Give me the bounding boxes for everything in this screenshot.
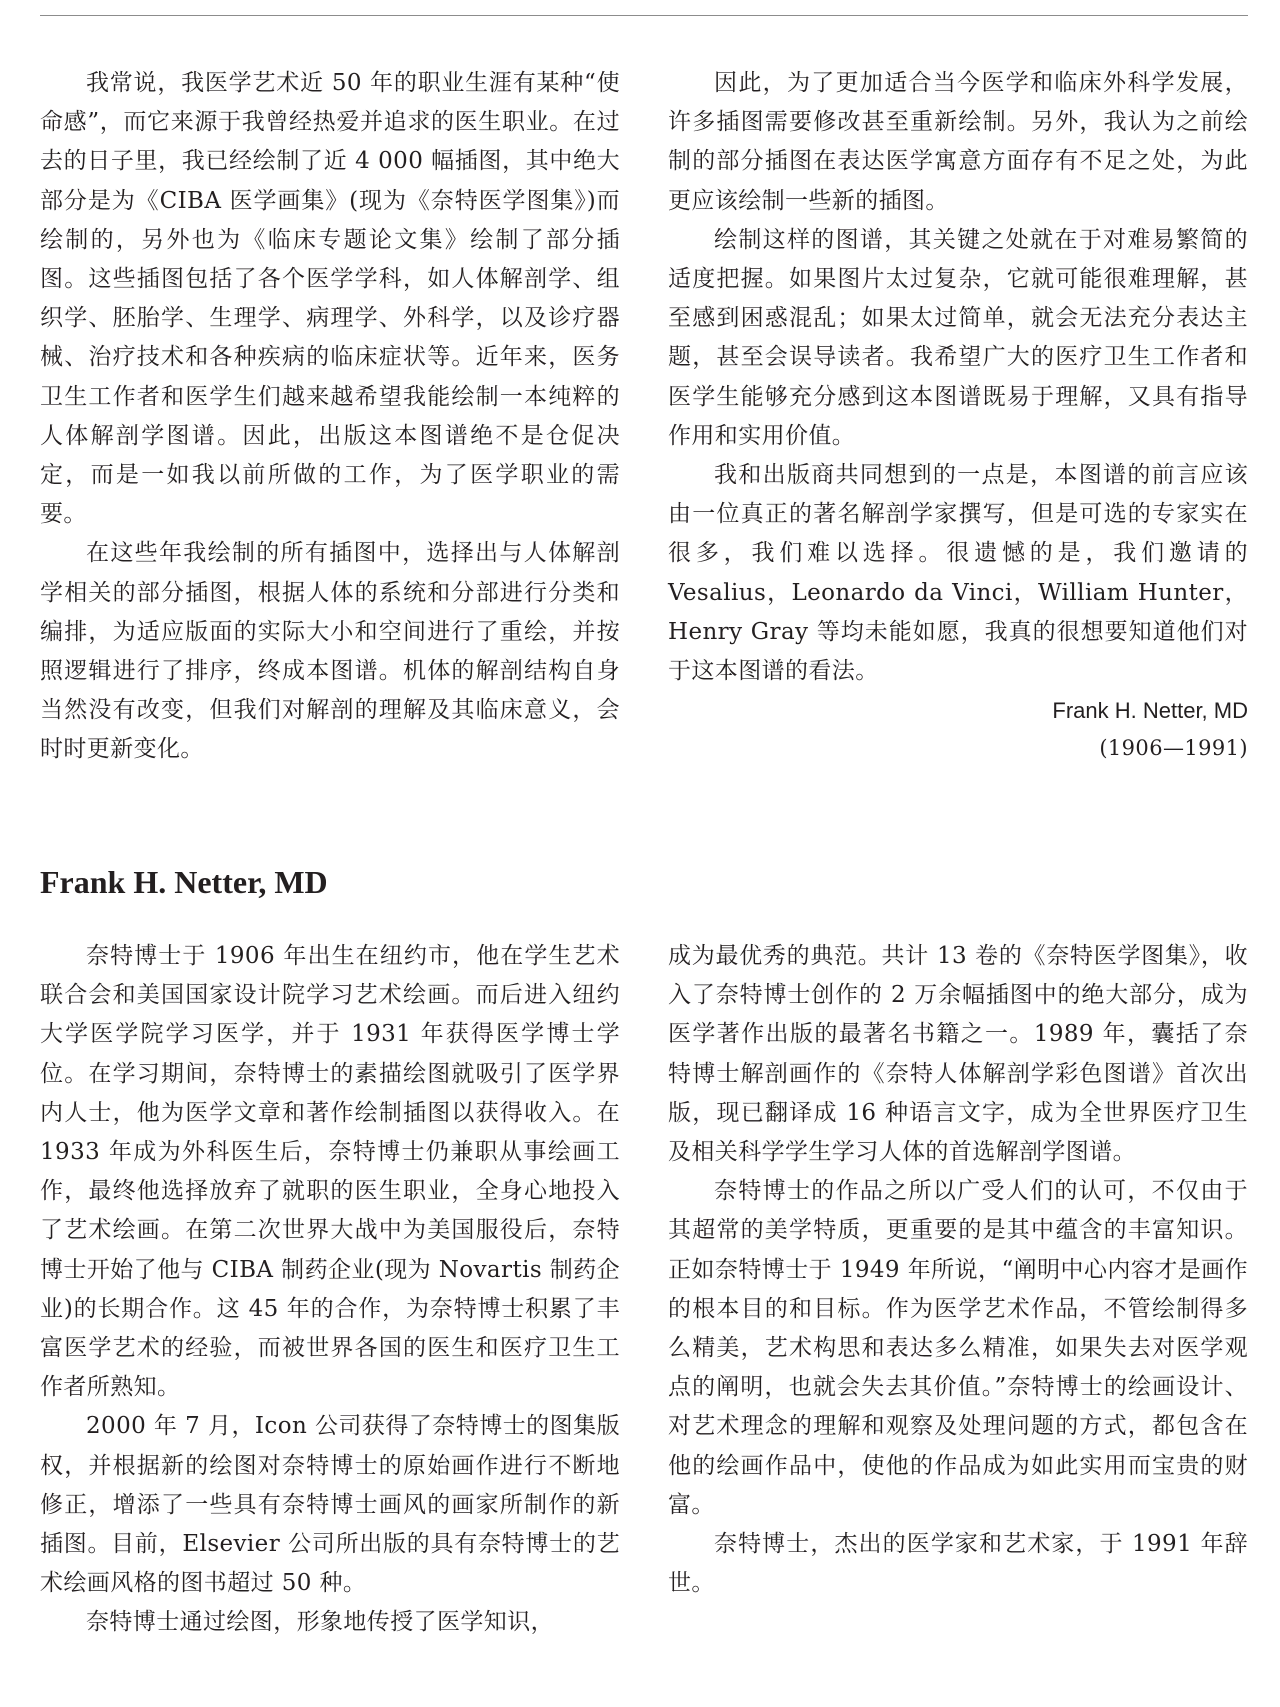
paragraph: 奈特博士通过绘图，形象地传授了医学知识， <box>86 1609 554 1636</box>
paragraph: 在这些年我绘制的所有插图中，选择出与人体解剖学相关的部分插图，根据人体的系统和分部进行分类和编排，为适应版面的实际大小和空间进行了重绘，并按照逻辑进行了排序，终成本图谱。机体的解剖结构自身当然没有改变，但我们对解剖的理解及其临床意义，会时时更新变化。 <box>40 540 620 763</box>
paragraph: 成为最优秀的典范。共计 13 卷的《奈特医学图集》，收入了奈特博士创作的 2 万余幅插图中的绝大部分，成为医学著作出版的最著名书籍之一。1989 年，囊括了奈特博士解剖画作的《奈特人体解剖学彩色图谱》首次出版，现已翻译成 16 种语言文字，成为全世界医疗卫生及相关科学学生学习人体的首选解剖学图谱。 <box>668 943 1248 1166</box>
paragraph: 奈特博士的作品之所以广受人们的认可，不仅由于其超常的美学特质，更重要的是其中蕴含的丰富知识。正如奈特博士于 1949 年所说，“阐明中心内容才是画作的根本目的和目标。作为医学艺术作品，不管绘制得多么精美，艺术构思和表达多么精准，如果失去对医学观点的阐明，也就会失去其价值。”奈特博士的绘画设计、对艺术理念的理解和观察及处理问题的方式，都包含在他的绘画作品中，使他的作品成为如此实用而宝贵的财富。 <box>668 1178 1248 1518</box>
paragraph: 我和出版商共同想到的一点是，本图谱的前言应该由一位真正的著名解剖学家撰写，但是可选的专家实在很多，我们难以选择。很遗憾的是，我们邀请的 Vesalius，Leonardo da Vinci，William Hunter，Henry Gray 等均未能如愿，我真的很想要知道他们对于这本图谱的看法。 <box>668 462 1248 685</box>
paragraph: 因此，为了更加适合当今医学和临床外科学发展，许多插图需要修改甚至重新绘制。另外，我认为之前绘制的部分插图在表达医学寓意方面存有不足之处，为此更应该绘制一些新的插图。 <box>668 70 1248 214</box>
preface-right-column <box>668 64 1248 765</box>
bio-left-column <box>40 937 620 1643</box>
preface-left-column <box>40 64 620 770</box>
paragraph: 奈特博士，杰出的医学家和艺术家，于 1991 年辞世。 <box>668 1531 1248 1597</box>
paragraph: 绘制这样的图谱，其关键之处就在于对难易繁简的适度把握。如果图片太过复杂，它就可能很难理解，甚至感到困惑混乱；如果太过简单，就会无法充分表达主题，甚至会误导读者。我希望广大的医疗卫生工作者和医学生能够充分感到这本图谱既易于理解，又具有指导作用和实用价值。 <box>668 226 1248 449</box>
paragraph: 2000 年 7 月，Icon 公司获得了奈特博士的图集版权，并根据新的绘图对奈特博士的原始画作进行不断地修正，增添了一些具有奈特博士画风的画家所制作的新插图。目前，Elsevier 公司所出版的具有奈特博士的艺术绘画风格的图书超过 50 种。 <box>40 1413 620 1597</box>
paragraph: 奈特博士于 1906 年出生在纽约市，他在学生艺术联合会和美国国家设计院学习艺术绘画。而后进入纽约大学医学院学习医学，并于 1931 年获得医学博士学位。在学习期间，奈特博士的素描绘图就吸引了医学界内人士，他为医学文章和著作绘制插图以获得收入。在 1933 年成为外科医生后，奈特博士仍兼职从事绘画工作，最终他选择放弃了就职的医生职业，全身心地投入了艺术绘画。在第二次世界大战中为美国服役后，奈特博士开始了他与 CIBA 制药企业(现为 Novartis 制药企业)的长期合作。这 45 年的合作，为奈特博士积累了丰富医学艺术的经验，而被世界各国的医生和医疗卫生工作者所熟知。 <box>40 943 620 1401</box>
life-dates: (1906—1991) <box>1099 736 1248 761</box>
paragraph: 我常说，我医学艺术近 50 年的职业生涯有某种“使命感”，而它来源于我曾经热爱并追求的医生职业。在过去的日子里，我已经绘制了近 4 000 幅插图，其中绝大部分是为《CIBA 医学画集》(现为《奈特医学图集》)而绘制的，另外也为《临床专题论文集》绘制了部分插图。这些插图包括了各个医学学科，如人体解剖学、组织学、胚胎学、生理学、病理学、外科学，以及诊疗器械、治疗技术和各种疾病的临床症状等。近年来，医务卫生工作者和医学生们越来越希望我能绘制一本纯粹的人体解剖学图谱。因此，出版这本图谱绝不是仓促决定，而是一如我以前所做的工作，为了医学职业的需要。 <box>40 70 620 528</box>
bio-right-column <box>668 937 1248 1603</box>
signature: Frank H. Netter, MD <box>1052 698 1248 724</box>
bio-heading: Frank H. Netter, MD <box>40 864 328 900</box>
top-rule <box>40 15 1248 16</box>
